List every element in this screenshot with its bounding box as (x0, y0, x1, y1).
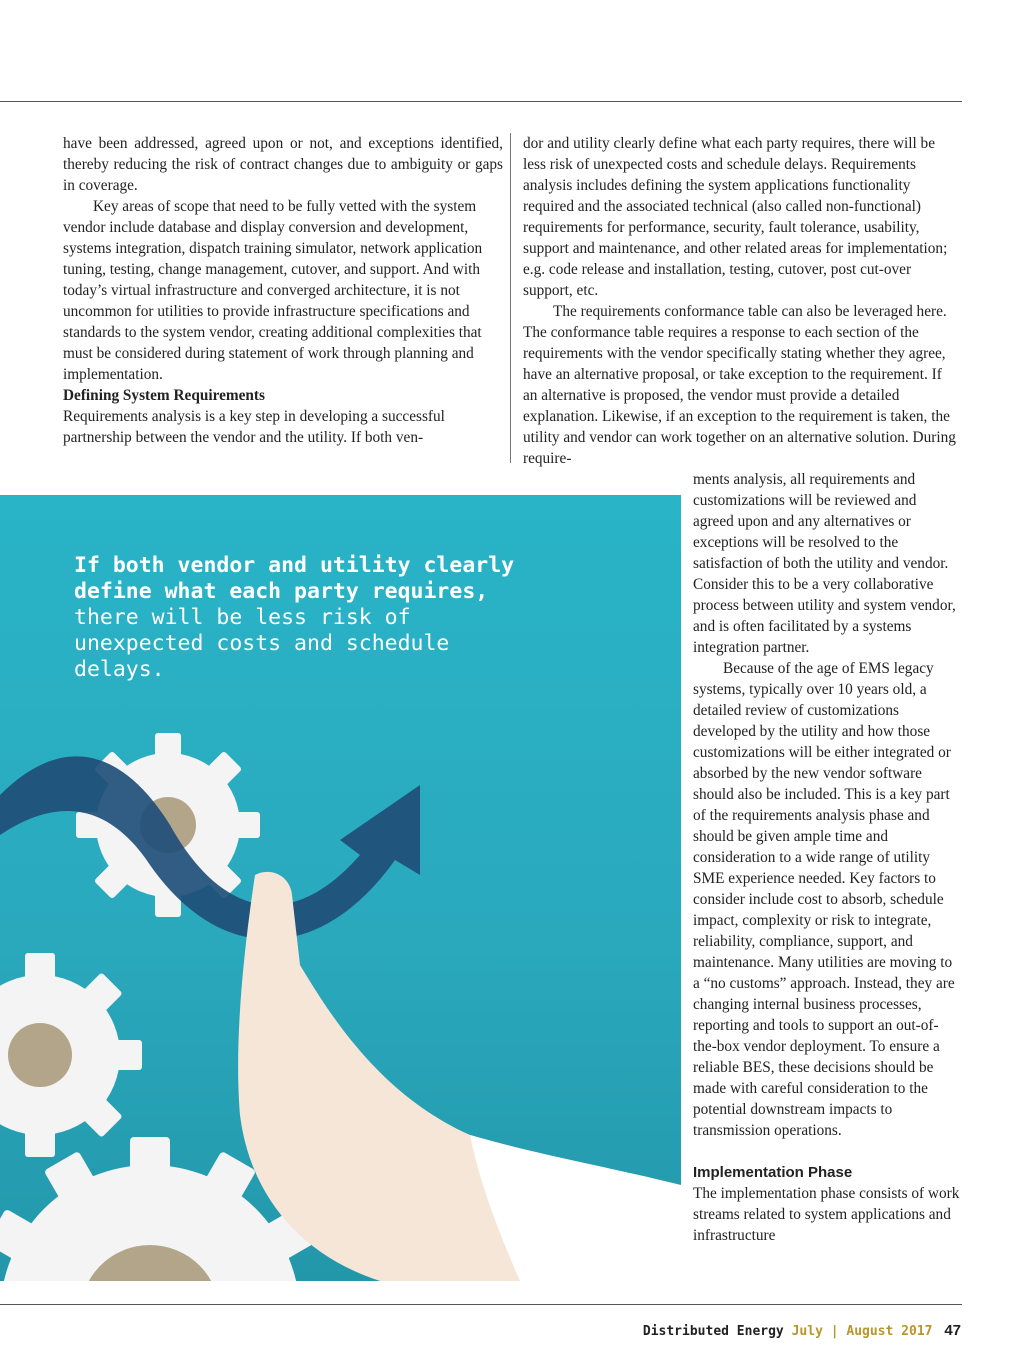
pull-quote-bold: If both vendor and utility clearly define what each party requires, (74, 553, 515, 604)
middle-column (523, 133, 959, 469)
gear-icon (0, 953, 142, 1157)
page-number: 47 (944, 1322, 961, 1339)
pull-quote (74, 553, 544, 683)
publication-name: Distributed Energy (642, 1324, 784, 1339)
top-rule (0, 101, 962, 102)
left-paragraph-1: have been addressed, agreed upon or not, and exceptions identified, thereby reducing the risk of contract changes due to ambiguity or gaps in coverage. (63, 135, 503, 194)
pull-quote-regular: there will be less risk of unexpected costs and schedule delays. (74, 605, 450, 682)
illustration-panel (0, 495, 681, 1281)
left-paragraph-3: Requirements analysis is a key step in developing a successful partnership between the vendor and the utility. If both ven- (63, 408, 445, 446)
right-paragraph-3: The implementation phase consists of work streams related to system applications and infrastructure (693, 1185, 960, 1244)
section-heading-implementation: Implementation Phase (693, 1164, 853, 1181)
right-paragraph-1: ments analysis, all requirements and customizations will be reviewed and agreed upon and any alternatives or exceptions will be resolved to the satisfaction of both the utility and vendor. Consider this to be a very collaborative process between utility and system vendor, and is often facilitated by a systems integration partner. (693, 471, 956, 656)
column-divider (510, 133, 511, 463)
section-heading-requirements: Defining System Requirements (63, 387, 265, 404)
right-column (693, 469, 961, 1246)
left-paragraph-2: Key areas of scope that need to be fully vetted with the system vendor include database and display conversion and development, systems integration, dispatch training simulator, network application tuning, testing, change management, cutover, and support. And with today’s virtual infrastructure and converged architecture, it is not uncommon for utilities to provide infrastructure specifications and standards to the system vendor, creating additional complexities that must be considered during statement of work through planning and implementation. (63, 198, 483, 383)
right-paragraph-2: Because of the age of EMS legacy systems, typically over 10 years old, a detailed review of customizations developed by the utility and how those customizations will be either integrated or absorbed by the new vendor software should also be included. This is a key part of the requirements analysis phase and should be given ample time and consideration to a wide range of utility SME experience needed. Key factors to consider include cost to absorb, schedule impact, complexity or risk to integrate, reliability, compliance, support, and maintenance. Many utilities are moving to a “no customs” approach. Instead, they are changing internal business processes, reporting and tools to support an out-of-the-box vendor deployment. To ensure a reliable BES, these decisions should be made with careful consideration to the potential downstream impacts to transmission operations. (693, 660, 955, 1139)
mid-paragraph-2: The requirements conformance table can also be leveraged here. The conformance table requires a response to each section of the requirements with the vendor specifically stating whether they agree, have an alternative proposal, or take exception to the requirement. If an alternative is proposed, the vendor must provide a detailed explanation. Likewise, if an exception to the requirement is taken, the utility and vendor can work together on an alternative solution. During require- (523, 303, 956, 467)
page-footer (643, 1322, 961, 1339)
mid-paragraph-1: dor and utility clearly define what each party requires, there will be less risk of unexpected costs and schedule delays. Requirements analysis includes defining the system applications functionality required and the associated technical (also called non-functional) requirements for performance, security, fault tolerance, usability, support and maintenance, and other related areas for implementation; e.g. code release and installation, testing, cutover, post cut-over support, etc. (523, 135, 948, 299)
bottom-rule (0, 1304, 962, 1305)
issue-date: July | August 2017 (791, 1324, 933, 1339)
left-column (63, 133, 503, 448)
